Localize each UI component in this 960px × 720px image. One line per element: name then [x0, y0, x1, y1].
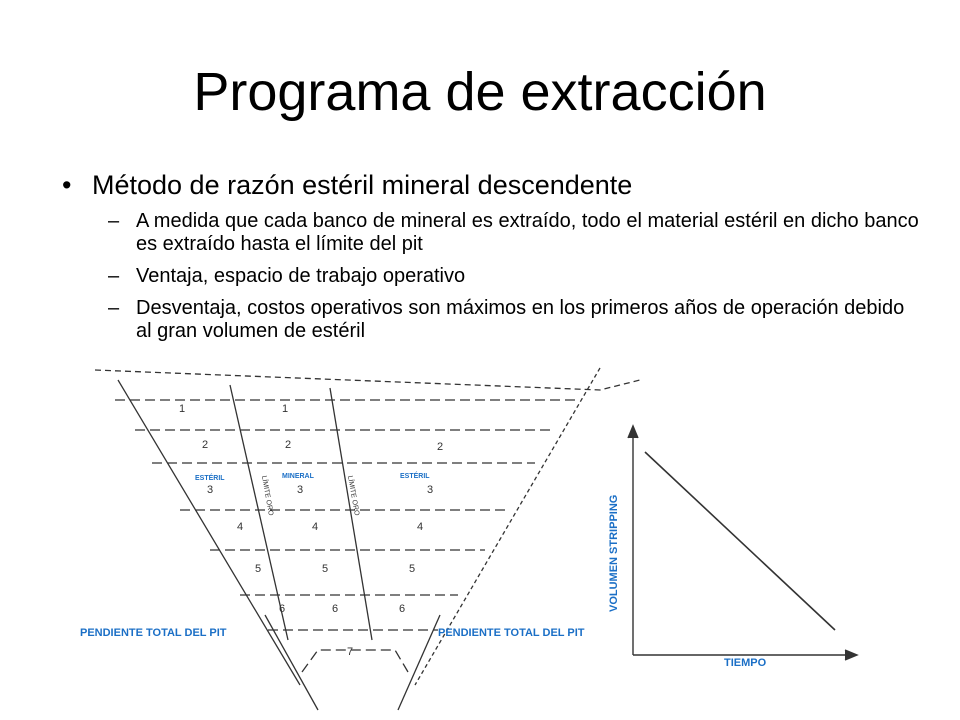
series-line: [645, 452, 835, 630]
subbullet-marker: –: [108, 265, 120, 287]
slope-label-left: PENDIENTE TOTAL DEL PIT: [80, 627, 227, 639]
subbullet-text: A medida que cada banco de mineral es extraído, todo el material estéril en dicho banco es extraído hasta el límite del pit: [136, 210, 919, 255]
bench-number: 7: [346, 646, 354, 658]
bench-number: 4: [416, 521, 424, 533]
bench-number: 3: [206, 484, 214, 496]
bench-number: 5: [408, 563, 416, 575]
zone-label-left: ESTÉRIL: [195, 475, 225, 482]
bullet-text: Método de razón estéril mineral descendente: [92, 170, 633, 200]
bench-number: 2: [284, 439, 292, 451]
bench-number: 4: [311, 521, 319, 533]
x-axis-label: TIEMPO: [724, 657, 767, 669]
zone-label-center: MINERAL: [282, 473, 314, 480]
bench-number: 1: [281, 403, 289, 415]
y-axis-label: VOLUMEN STRIPPING: [608, 494, 620, 612]
slope-label-right: PENDIENTE TOTAL DEL PIT: [438, 627, 585, 639]
subbullet-text: Desventaja, costos operativos son máximos en los primeros años de operación debido al gran volumen de estéril: [136, 297, 905, 342]
bench-number: 6: [398, 603, 406, 615]
ore-limit-label-right: LÍMITE ORO: [346, 475, 360, 517]
bench-number: 4: [236, 521, 244, 533]
y-axis-arrow: [628, 426, 638, 438]
bench-number: 3: [296, 484, 304, 496]
subbullet-marker: –: [108, 210, 120, 232]
bench-number: 5: [321, 563, 329, 575]
bench-number: 3: [426, 484, 434, 496]
bench-number: 1: [178, 403, 186, 415]
bench-number: 6: [278, 603, 286, 615]
slide-title: Programa de extracción: [193, 62, 767, 122]
bench-number: 2: [436, 441, 444, 453]
bench-number: 6: [331, 603, 339, 615]
subbullet-text: Ventaja, espacio de trabajo operativo: [136, 265, 466, 287]
ore-limit-label-left: LÍMITE ORO: [260, 475, 274, 517]
bench-number: 2: [201, 439, 209, 451]
subbullet-marker: –: [108, 297, 120, 319]
bench-number: 5: [254, 563, 262, 575]
bullet-marker: •: [62, 170, 72, 200]
zone-label-right: ESTÉRIL: [400, 473, 430, 480]
x-axis-arrow: [845, 650, 857, 660]
